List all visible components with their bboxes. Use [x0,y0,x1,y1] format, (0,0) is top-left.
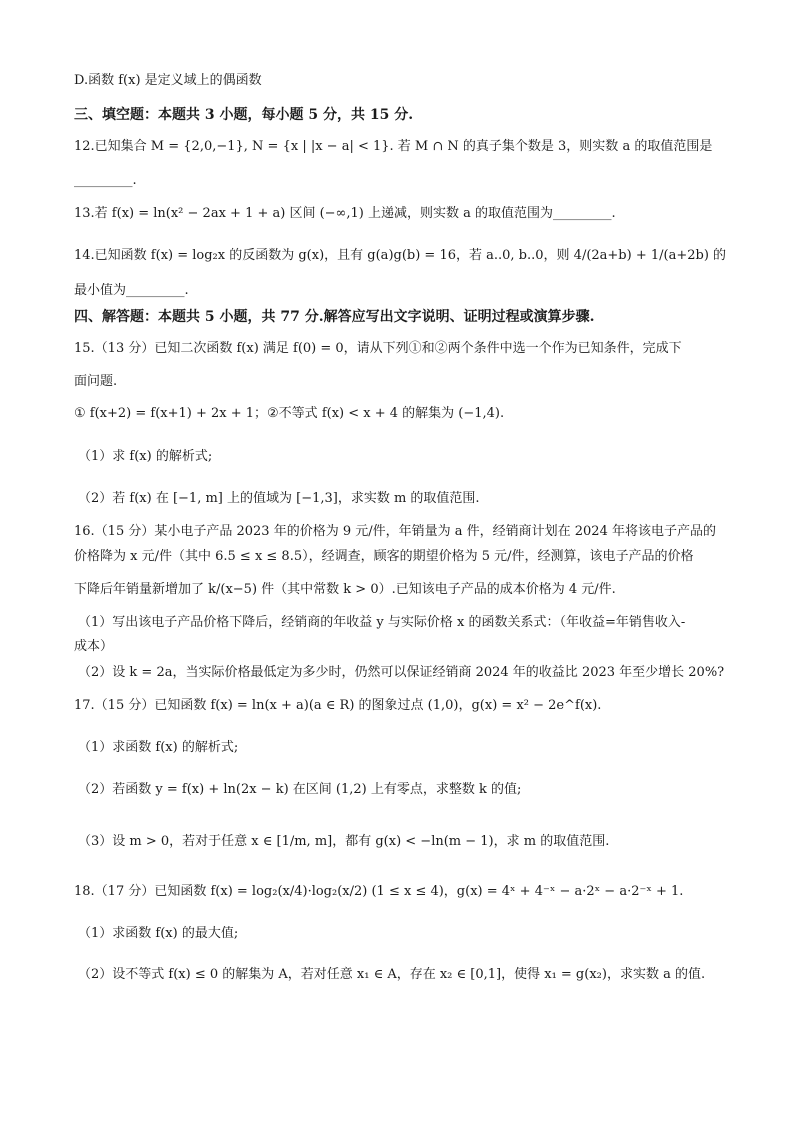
question-16-part-1-cont: 成本） [74,639,114,654]
question-15-part-1: （1）求 f(x) 的解析式; [78,449,213,464]
question-16: 16.（15 分）某小电子产品 2023 年的价格为 9 元/件，年销量为 a 件，经销商计划在 2024 年将该电子产品的 [74,524,716,539]
section-3-heading: 三、填空题：本题共 3 小题，每小题 5 分，共 15 分. [74,107,414,123]
question-18-part-1: （1）求函数 f(x) 的最大值; [78,926,239,941]
option-d: D.函数 f(x) 是定义域上的偶函数 [74,73,262,88]
question-17-part-3: （3）设 m > 0，若对于任意 x ∈ [1/m, m]，都有 g(x) < −ln(m − 1)，求 m 的取值范围. [78,834,610,849]
question-12-blank: _________. [74,173,137,188]
question-14-blank: 最小值为_________. [74,283,189,298]
question-12: 12.已知集合 M = {2,0,−1}, N = {x | |x − a| < 1}. 若 M ∩ N 的真子集个数是 3，则实数 a 的取值范围是 [74,139,713,154]
question-17-part-1: （1）求函数 f(x) 的解析式; [78,740,239,755]
question-18-part-2: （2）设不等式 f(x) ≤ 0 的解集为 A，若对任意 x₁ ∈ A，存在 x₂ ∈ [0,1]，使得 x₁ = g(x₂)，求实数 a 的值. [78,967,706,982]
question-18: 18.（17 分）已知函数 f(x) = log₂(x/4)·log₂(x/2) (1 ≤ x ≤ 4)，g(x) = 4ˣ + 4⁻ˣ − a·2ˣ − a·2⁻ˣ + 1. [74,884,684,899]
question-16-part-1: （1）写出该电子产品价格下降后，经销商的年收益 y 与实际价格 x 的函数关系式：（年收益=年销售收入- [78,615,686,630]
question-15-conditions: ① f(x+2) = f(x+1) + 2x + 1；②不等式 f(x) < x + 4 的解集为 (−1,4). [74,406,505,421]
question-17-part-2: （2）若函数 y = f(x) + ln(2x − k) 在区间 (1,2) 上有零点，求整数 k 的值; [78,782,522,797]
question-15-cont: 面问题. [74,374,118,389]
question-15-part-2: （2）若 f(x) 在 [−1, m] 上的值域为 [−1,3]，求实数 m 的取值范围. [78,491,480,506]
question-16-cont-2: 下降后年销量新增加了 k/(x−5) 件（其中常数 k > 0）.已知该电子产品的成本价格为 4 元/件. [74,582,616,597]
question-17: 17.（15 分）已知函数 f(x) = ln(x + a)(a ∈ R) 的图象过点 (1,0)，g(x) = x² − 2e^f(x). [74,698,602,713]
section-4-heading: 四、解答题：本题共 5 小题，共 77 分.解答应写出文字说明、证明过程或演算步骤. [74,309,595,325]
question-16-part-2: （2）设 k = 2a，当实际价格最低定为多少时，仍然可以保证经销商 2024 年的收益比 2023 年至少增长 20%? [78,665,725,680]
question-14: 14.已知函数 f(x) = log₂x 的反函数为 g(x)，且有 g(a)g(b) = 16，若 a..0, b..0，则 4/(2a+b) + 1/(a+2b) 的 [74,248,727,263]
question-15: 15.（13 分）已知二次函数 f(x) 满足 f(0) = 0，请从下列①和②两个条件中选一个作为已知条件，完成下 [74,341,682,356]
question-16-cont-1: 价格降为 x 元/件（其中 6.5 ≤ x ≤ 8.5），经调查，顾客的期望价格为 5 元/件，经测算，该电子产品的价格 [74,549,694,564]
question-13: 13.若 f(x) = ln(x² − 2ax + 1 + a) 区间 (−∞,1) 上递减，则实数 a 的取值范围为_________. [74,206,616,221]
